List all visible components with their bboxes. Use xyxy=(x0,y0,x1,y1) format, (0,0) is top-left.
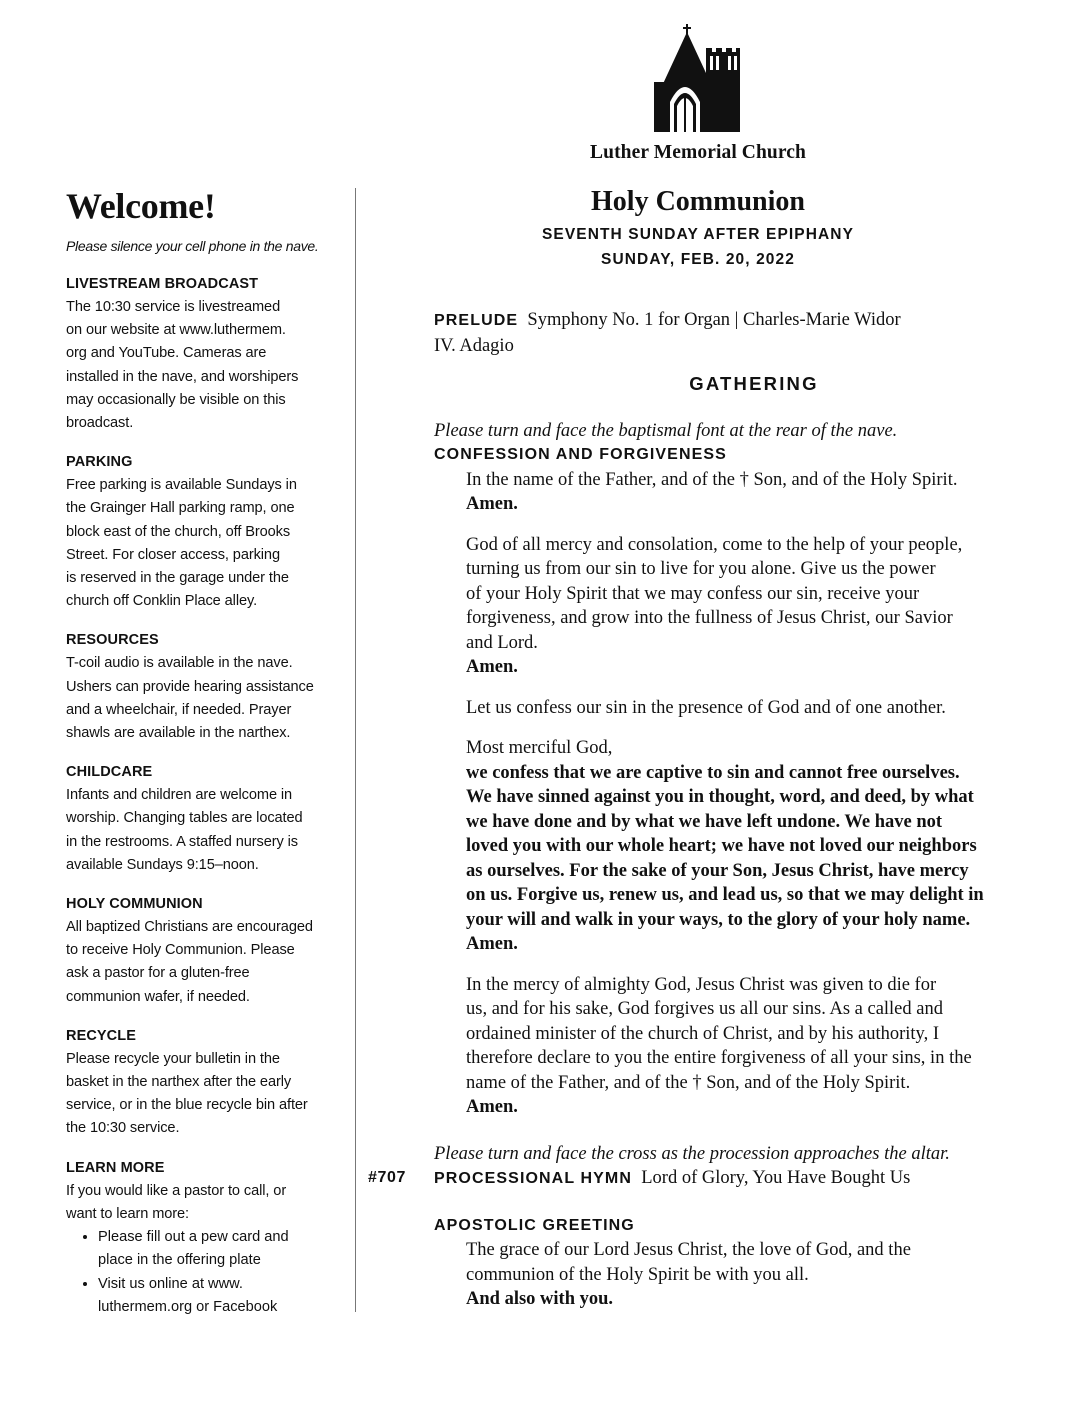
order-of-service xyxy=(368,308,1034,1312)
gathering-heading: GATHERING xyxy=(689,373,819,394)
info-body-line: may occasionally be visible on this xyxy=(66,391,286,408)
hymn-title: Lord of Glory, You Have Bought Us xyxy=(641,1168,911,1188)
welcome-sidebar xyxy=(66,186,342,1335)
prelude-line xyxy=(434,308,1034,334)
list-item-line: place in the offering plate xyxy=(98,1252,261,1269)
absolution-line: us, and for his sake, God forgives us all our sins. As a called and xyxy=(466,999,943,1019)
processional-hymn xyxy=(368,1166,1034,1192)
list-item-line: • Please fill out a pew card and xyxy=(98,1229,289,1246)
info-heading: RECYCLE xyxy=(66,1027,136,1044)
info-body-line: the 10:30 service. xyxy=(66,1120,180,1137)
absolution-line: ordained minister of the church of Christ, and by his authority, I xyxy=(466,1023,940,1044)
info-body-line: the Grainger Hall parking ramp, one xyxy=(66,500,295,517)
info-body-line: want to learn more: xyxy=(66,1205,190,1222)
prelude-text: Symphony No. 1 for Organ | Charles-Marie Widor xyxy=(527,310,901,330)
prayer-line: and Lord. xyxy=(466,632,538,653)
cross-rubric: Please turn and face the cross as the procession approaches the altar. xyxy=(434,1143,950,1164)
absolution xyxy=(466,973,1034,1096)
info-section-holy-communion xyxy=(66,893,342,1009)
info-heading: LIVESTREAM BROADCAST xyxy=(66,276,259,292)
info-body-line: service, or in the blue recycle bin after xyxy=(66,1097,308,1114)
greeting-label: APOSTOLIC GREETING xyxy=(434,1216,635,1234)
prelude-movement: IV. Adagio xyxy=(434,335,514,356)
hymn-number: #707 xyxy=(368,1169,406,1186)
confession-label: CONFESSION AND FORGIVENESS xyxy=(434,446,727,463)
absolution-line: therefore declare to you the entire forgiveness of all your sins, in the xyxy=(466,1048,972,1068)
info-body-line: Street. For closer access, parking xyxy=(66,546,280,563)
info-section-recycle xyxy=(66,1025,342,1141)
confession-line: loved you with our whole heart; we have not loved our neighbors xyxy=(466,836,977,856)
info-heading: HOLY COMMUNION xyxy=(66,896,203,913)
info-body-line: ask a pastor for a gluten-free xyxy=(66,965,250,982)
info-body-line: communion wafer, if needed. xyxy=(66,988,250,1005)
info-body-line: Please recycle your bulletin in the xyxy=(66,1050,280,1067)
church-name: Luther Memorial Church xyxy=(590,142,806,163)
confession-line: as ourselves. For the sake of your Son, Jesus Christ, have mercy xyxy=(466,860,969,881)
info-body-line: The 10:30 service is livestreamed xyxy=(66,299,281,315)
prayer-line: of your Holy Spirit that we may confess our sin, receive your xyxy=(466,583,920,604)
prayer-line: God of all mercy and consolation, come to the help of your people, xyxy=(466,534,963,555)
font-rubric: Please turn and face the baptismal font at the rear of the nave. xyxy=(434,420,898,441)
info-heading: CHILDCARE xyxy=(66,764,153,781)
amen-response: Amen. xyxy=(466,934,518,954)
info-body-line: worship. Changing tables are located xyxy=(66,810,303,827)
list-item xyxy=(98,1226,342,1272)
info-body-line: on our website at www.luthermem. xyxy=(66,322,286,339)
info-section-learn-more xyxy=(66,1157,342,1319)
list-item-line: • Visit us online at www. xyxy=(98,1275,243,1292)
info-body-line: block east of the church, off Brooks xyxy=(66,523,291,540)
confession-line: we confess that we are captive to sin and cannot free ourselves. xyxy=(466,762,960,783)
prayer-line: forgiveness, and grow into the fullness of Jesus Christ, our Savior xyxy=(466,608,953,628)
info-section-resources xyxy=(66,629,342,745)
greeting-text xyxy=(466,1238,1034,1287)
info-body-line: Free parking is available Sundays in xyxy=(66,477,297,494)
confession-line: on us. Forgive us, renew us, and lead us, so that we may delight in xyxy=(466,885,984,905)
info-heading: RESOURCES xyxy=(66,632,159,649)
info-section-parking xyxy=(66,451,342,613)
info-section-livestream-broadcast xyxy=(66,273,342,435)
prayer-block xyxy=(466,533,1034,656)
info-heading: PARKING xyxy=(66,454,133,471)
confession-opening: Most merciful God, xyxy=(466,738,613,758)
confession-line: your will and walk in your ways, to the glory of your holy name. xyxy=(466,909,971,930)
info-body-line: in the restrooms. A staffed nursery is xyxy=(66,833,298,850)
learn-more-list xyxy=(66,1226,342,1319)
confession-line: we have done and by what we have left undone. We have not xyxy=(466,811,943,832)
invocation: In the name of the Father, and of the † Son, and of the Holy Spirit. xyxy=(466,469,958,490)
list-item-line: luthermem.org or Facebook xyxy=(98,1298,278,1315)
info-body-line: to receive Holy Communion. Please xyxy=(66,942,295,959)
prelude-label: PRELUDE xyxy=(434,312,519,329)
info-body-line: church off Conklin Place alley. xyxy=(66,593,258,610)
info-body-line: installed in the nave, and worshipers xyxy=(66,368,299,385)
info-body-line: Infants and children are welcome in xyxy=(66,787,293,804)
info-body-line: If you would like a pastor to call, or xyxy=(66,1182,287,1199)
confession-invitation: Let us confess our sin in the presence of God and of one another. xyxy=(466,697,946,718)
amen-response: Amen. xyxy=(466,494,518,514)
confession-line: We have sinned against you in thought, word, and deed, by what xyxy=(466,787,974,807)
list-item xyxy=(98,1273,342,1319)
church-building-icon xyxy=(652,24,740,132)
absolution-line: name of the Father, and of the † Son, and of the Holy Spirit. xyxy=(466,1072,911,1093)
info-body-line: org and YouTube. Cameras are xyxy=(66,345,267,362)
info-body-line: basket in the narthex after the early xyxy=(66,1074,292,1091)
hymn-label: PROCESSIONAL HYMN xyxy=(434,1170,632,1187)
column-divider xyxy=(355,188,356,1312)
service-subtitle-day: SEVENTH SUNDAY AFTER EPIPHANY xyxy=(541,226,855,243)
info-heading: LEARN MORE xyxy=(66,1159,165,1176)
welcome-title: Welcome! xyxy=(66,186,216,226)
absolution-line: In the mercy of almighty God, Jesus Christ was given to die for xyxy=(466,974,937,995)
amen-response: Amen. xyxy=(466,1097,518,1117)
info-body-line: and a wheelchair, if needed. Prayer xyxy=(66,701,292,718)
info-section-childcare xyxy=(66,761,342,877)
service-subtitle-date: SUNDAY, FEB. 20, 2022 xyxy=(601,251,795,268)
service-title: Holy Communion xyxy=(591,186,805,217)
info-body-line: available Sundays 9:15–noon. xyxy=(66,856,259,873)
greeting-line: communion of the Holy Spirit be with you all. xyxy=(466,1264,809,1285)
amen-response: Amen. xyxy=(466,657,518,677)
info-body-line: broadcast. xyxy=(66,415,134,432)
info-body-line: is reserved in the garage under the xyxy=(66,570,289,587)
info-body-line: shawls are available in the narthex. xyxy=(66,725,291,742)
info-body-line: Ushers can provide hearing assistance xyxy=(66,678,314,695)
info-body-line: T-coil audio is available in the nave. xyxy=(66,655,293,672)
greeting-response: And also with you. xyxy=(466,1289,614,1309)
prayer-line: turning us from our sin to live for you alone. Give us the power xyxy=(466,559,936,579)
silence-phone-note: Please silence your cell phone in the nave. xyxy=(66,238,319,254)
confession-prayer xyxy=(466,761,1034,933)
info-body-line: All baptized Christians are encouraged xyxy=(66,919,313,936)
greeting-line: The grace of our Lord Jesus Christ, the love of God, and the xyxy=(466,1240,911,1260)
